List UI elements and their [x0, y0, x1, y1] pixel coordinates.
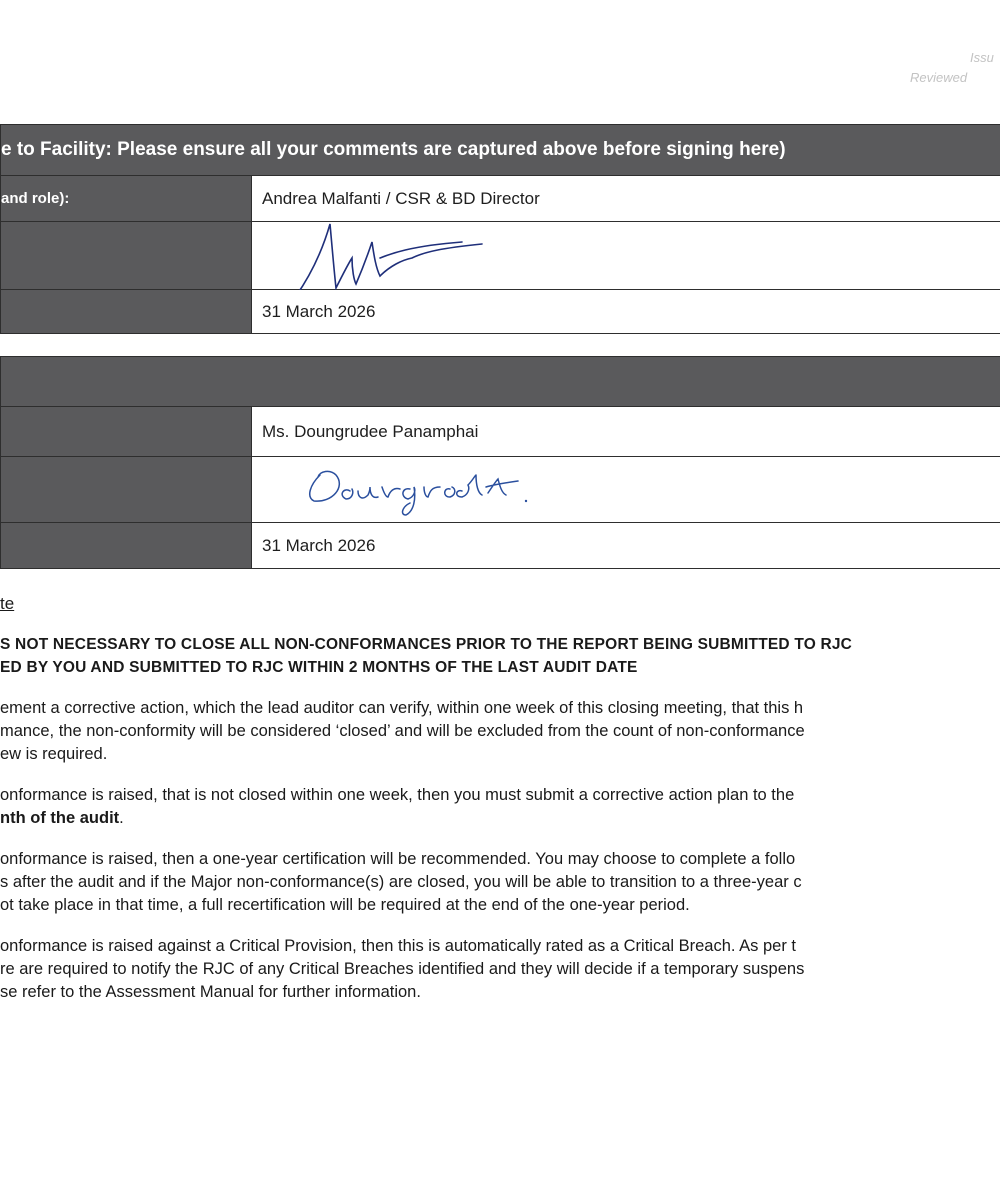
facility-signature-label-cell [1, 222, 252, 290]
document-header-meta [910, 48, 1000, 88]
facility-name-role-value: Andrea Malfanti / CSR & BD Director [262, 188, 540, 208]
notes-heading: te [0, 594, 15, 613]
notes-para2-bold: nth of the audit [0, 809, 120, 827]
notes-para2-line1: onformance is raised, that is not closed within one week, then you must submit a corrective action plan to the [0, 786, 795, 804]
header-issue-text: Issu [970, 50, 994, 65]
facility-signoff-table [0, 124, 1000, 334]
auditor-name-label-cell [1, 407, 252, 457]
facility-date-value: 31 March 2026 [262, 301, 376, 321]
facility-name-role-label: and role): [1, 190, 70, 207]
facility-name-role-value-cell [252, 176, 1000, 222]
notes-caps-line-2: ED BY YOU AND SUBMITTED TO RJC WITHIN 2 MONTHS OF THE LAST AUDIT DATE [0, 659, 638, 676]
auditor-signature-label-cell [1, 457, 252, 523]
notes-para4-line3: se refer to the Assessment Manual for further information. [0, 983, 421, 1001]
notes-para3-line3: ot take place in that time, a full recertification will be required at the end of the one-year period. [0, 896, 690, 914]
header-reviewed-text: Reviewed [910, 70, 968, 85]
auditor-name-value-cell [252, 407, 1000, 457]
notes-para1-line3: ew is required. [0, 745, 108, 763]
auditor-name-value: Ms. Doungrudee Panamphai [262, 421, 479, 441]
facility-signature-cell [252, 222, 1000, 290]
auditor-date-label-cell [1, 523, 252, 569]
auditor-handwritten-signature [292, 457, 592, 527]
notes-section [0, 592, 1000, 1004]
notes-caps-line-1: S NOT NECESSARY TO CLOSE ALL NON-CONFORMANCES PRIOR TO THE REPORT BEING SUBMITTED TO RJC [0, 636, 853, 653]
auditor-signoff-table [0, 356, 1000, 569]
notes-para3-line1: onformance is raised, then a one-year certification will be recommended. You may choose to complete a follo [0, 850, 796, 868]
notes-para1-line1: ement a corrective action, which the lead auditor can verify, within one week of this closing meeting, that this h [0, 699, 804, 717]
facility-signoff-title-bar [1, 125, 1000, 176]
facility-signoff-title: e to Facility: Please ensure all your comments are captured above before signing here) [1, 139, 786, 160]
auditor-date-value-cell [252, 523, 1000, 569]
notes-para4-line1: onformance is raised against a Critical Provision, then this is automatically rated as a Critical Breach. As per t [0, 937, 797, 955]
auditor-signoff-title-bar [1, 357, 1000, 407]
auditor-signature-cell [252, 457, 1000, 523]
facility-name-role-label-cell [1, 176, 252, 222]
notes-para2-line2 [0, 807, 1000, 830]
auditor-date-value: 31 March 2026 [262, 535, 376, 555]
notes-para4-line2: re are required to notify the RJC of any Critical Breaches identified and they will decide if a temporary suspens [0, 960, 805, 978]
facility-date-label-cell [1, 290, 252, 334]
facility-date-value-cell [252, 290, 1000, 334]
notes-para3-line2: s after the audit and if the Major non-conformance(s) are closed, you will be able to transition to a three-year c [0, 873, 802, 891]
notes-para1-line2: mance, the non-conformity will be considered ‘closed’ and will be excluded from the count of non-conformance [0, 722, 805, 740]
notes-para2-tail: . [119, 809, 124, 827]
